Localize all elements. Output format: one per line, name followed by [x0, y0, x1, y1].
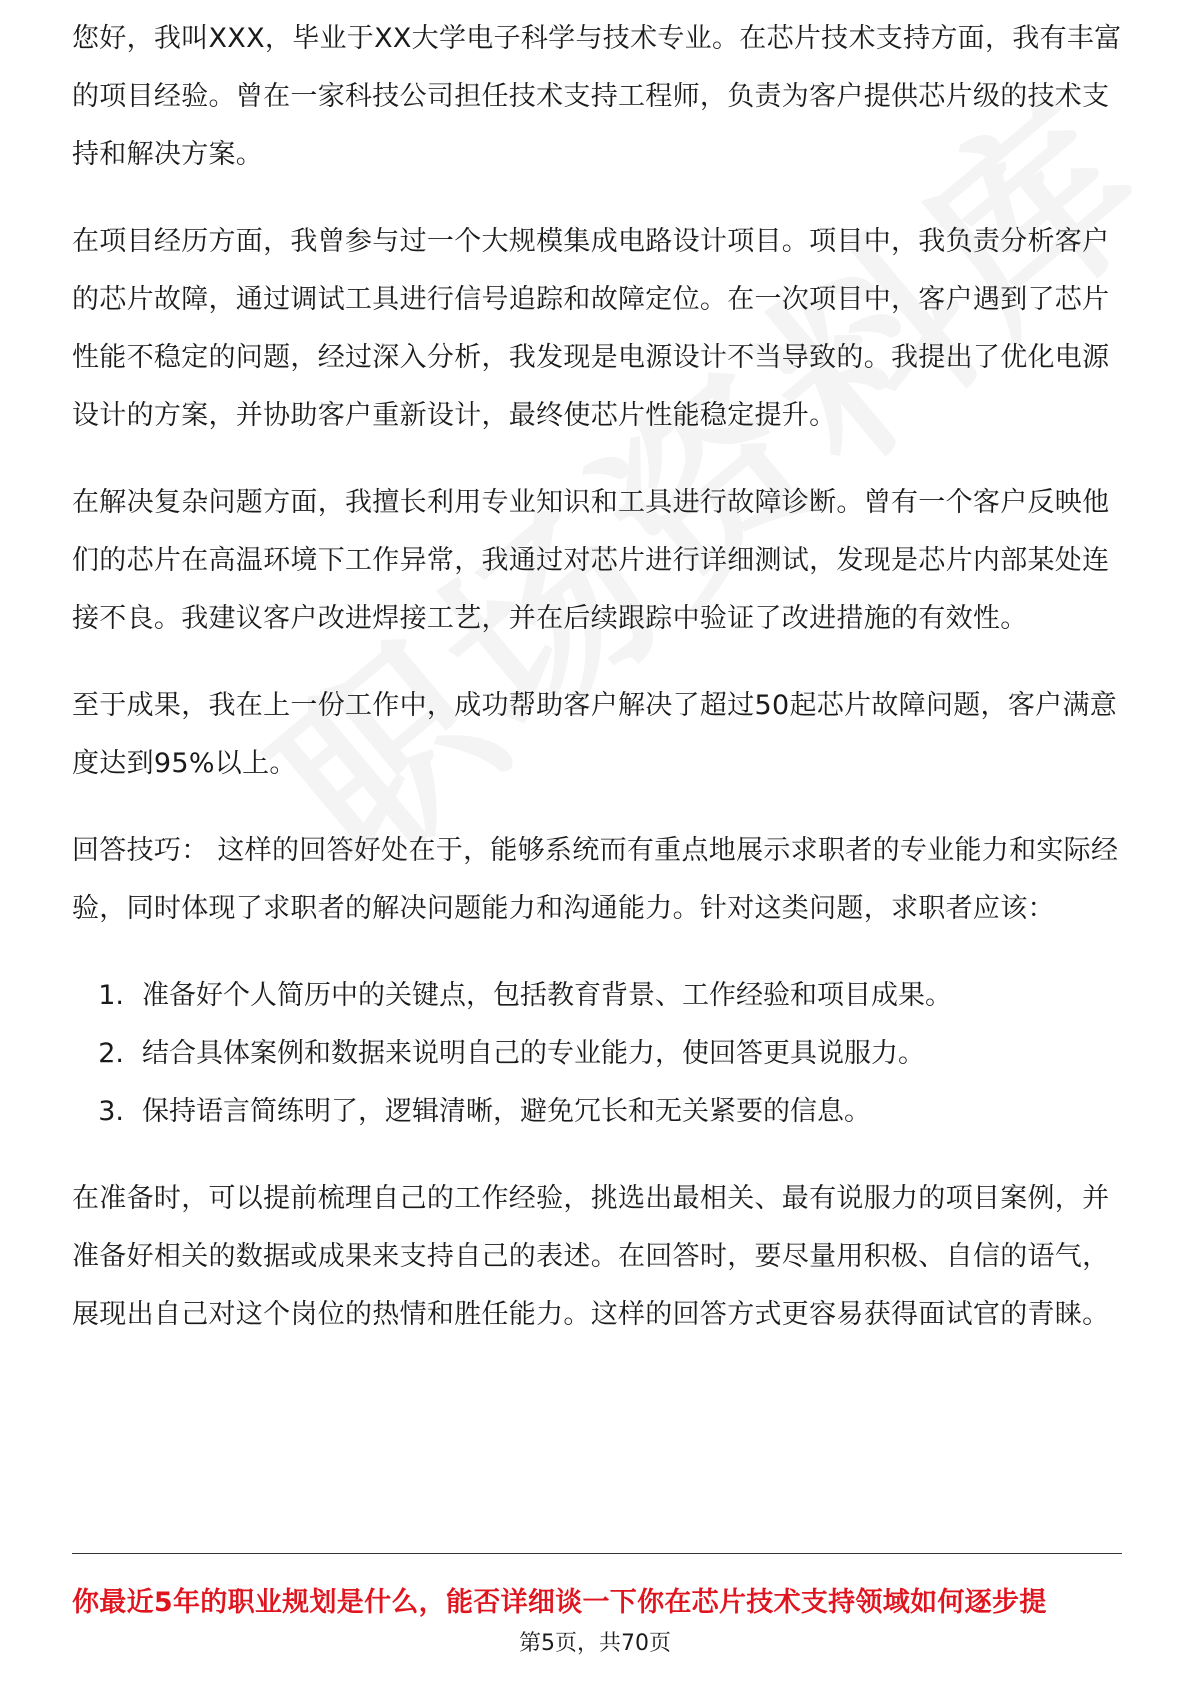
answer-paragraph-problem-solving: 在解决复杂问题方面，我擅长利用专业知识和工具进行故障诊断。曾有一个客户反映他们的芯片在高温环境下工作异常，我通过对芯片进行详细测试，发现是芯片内部某处连接不良。我建议客户改进焊接工艺，并在后续跟踪中验证了改进措施的有效性。	[72, 487, 1110, 634]
list-item-number: 3.	[98, 1096, 124, 1127]
answer-tips-paragraph: 回答技巧： 这样的回答好处在于，能够系统而有重点地展示求职者的专业能力和实际经验，同时体现了求职者的解决问题能力和沟通能力。针对这类问题，求职者应该：	[72, 835, 1119, 924]
list-item	[72, 1083, 1122, 1141]
list-item-text: 保持语言简练明了，逻辑清晰，避免冗长和无关紧要的信息。	[142, 1096, 871, 1127]
list-item-text: 准备好个人简历中的关键点，包括教育背景、工作经验和项目成果。	[142, 980, 952, 1011]
list-item-number: 2.	[98, 1038, 124, 1069]
answer-paragraph-intro: 您好，我叫XXX，毕业于XX大学电子科学与技术专业。在芯片技术支持方面，我有丰富的项目经验。曾在一家科技公司担任技术支持工程师，负责为客户提供芯片级的技术支持和解决方案。	[72, 23, 1122, 170]
page-number-footer: 第5页，共70页	[519, 1631, 671, 1656]
page-content	[72, 23, 1122, 1373]
answer-paragraph-results: 至于成果，我在上一份工作中，成功帮助客户解决了超过50起芯片故障问题，客户满意度达到95%以上。	[72, 690, 1118, 779]
next-question-heading: 你最近5年的职业规划是什么，能否详细谈一下你在芯片技术支持领域如何逐步提	[72, 1587, 1047, 1618]
list-item	[72, 1025, 1122, 1083]
list-item-text: 结合具体案例和数据来说明自己的专业能力，使回答更具说服力。	[142, 1038, 925, 1069]
list-item	[72, 967, 1122, 1025]
answer-paragraph-project: 在项目经历方面，我曾参与过一个大规模集成电路设计项目。项目中，我负责分析客户的芯片故障，通过调试工具进行信号追踪和故障定位。在一次项目中，客户遇到了芯片性能不稳定的问题，经过深入分析，我发现是电源设计不当导致的。我提出了优化电源设计的方案，并协助客户重新设计，最终使芯片性能稳定提升。	[72, 226, 1110, 431]
preparation-paragraph: 在准备时，可以提前梳理自己的工作经验，挑选出最相关、最有说服力的项目案例，并准备好相关的数据或成果来支持自己的表述。在回答时，要尽量用积极、自信的语气，展现出自己对这个岗位的热情和胜任能力。这样的回答方式更容易获得面试官的青睐。	[72, 1183, 1110, 1330]
list-item-number: 1.	[98, 980, 124, 1011]
divider	[72, 1553, 1122, 1554]
tips-list	[72, 967, 1122, 1141]
